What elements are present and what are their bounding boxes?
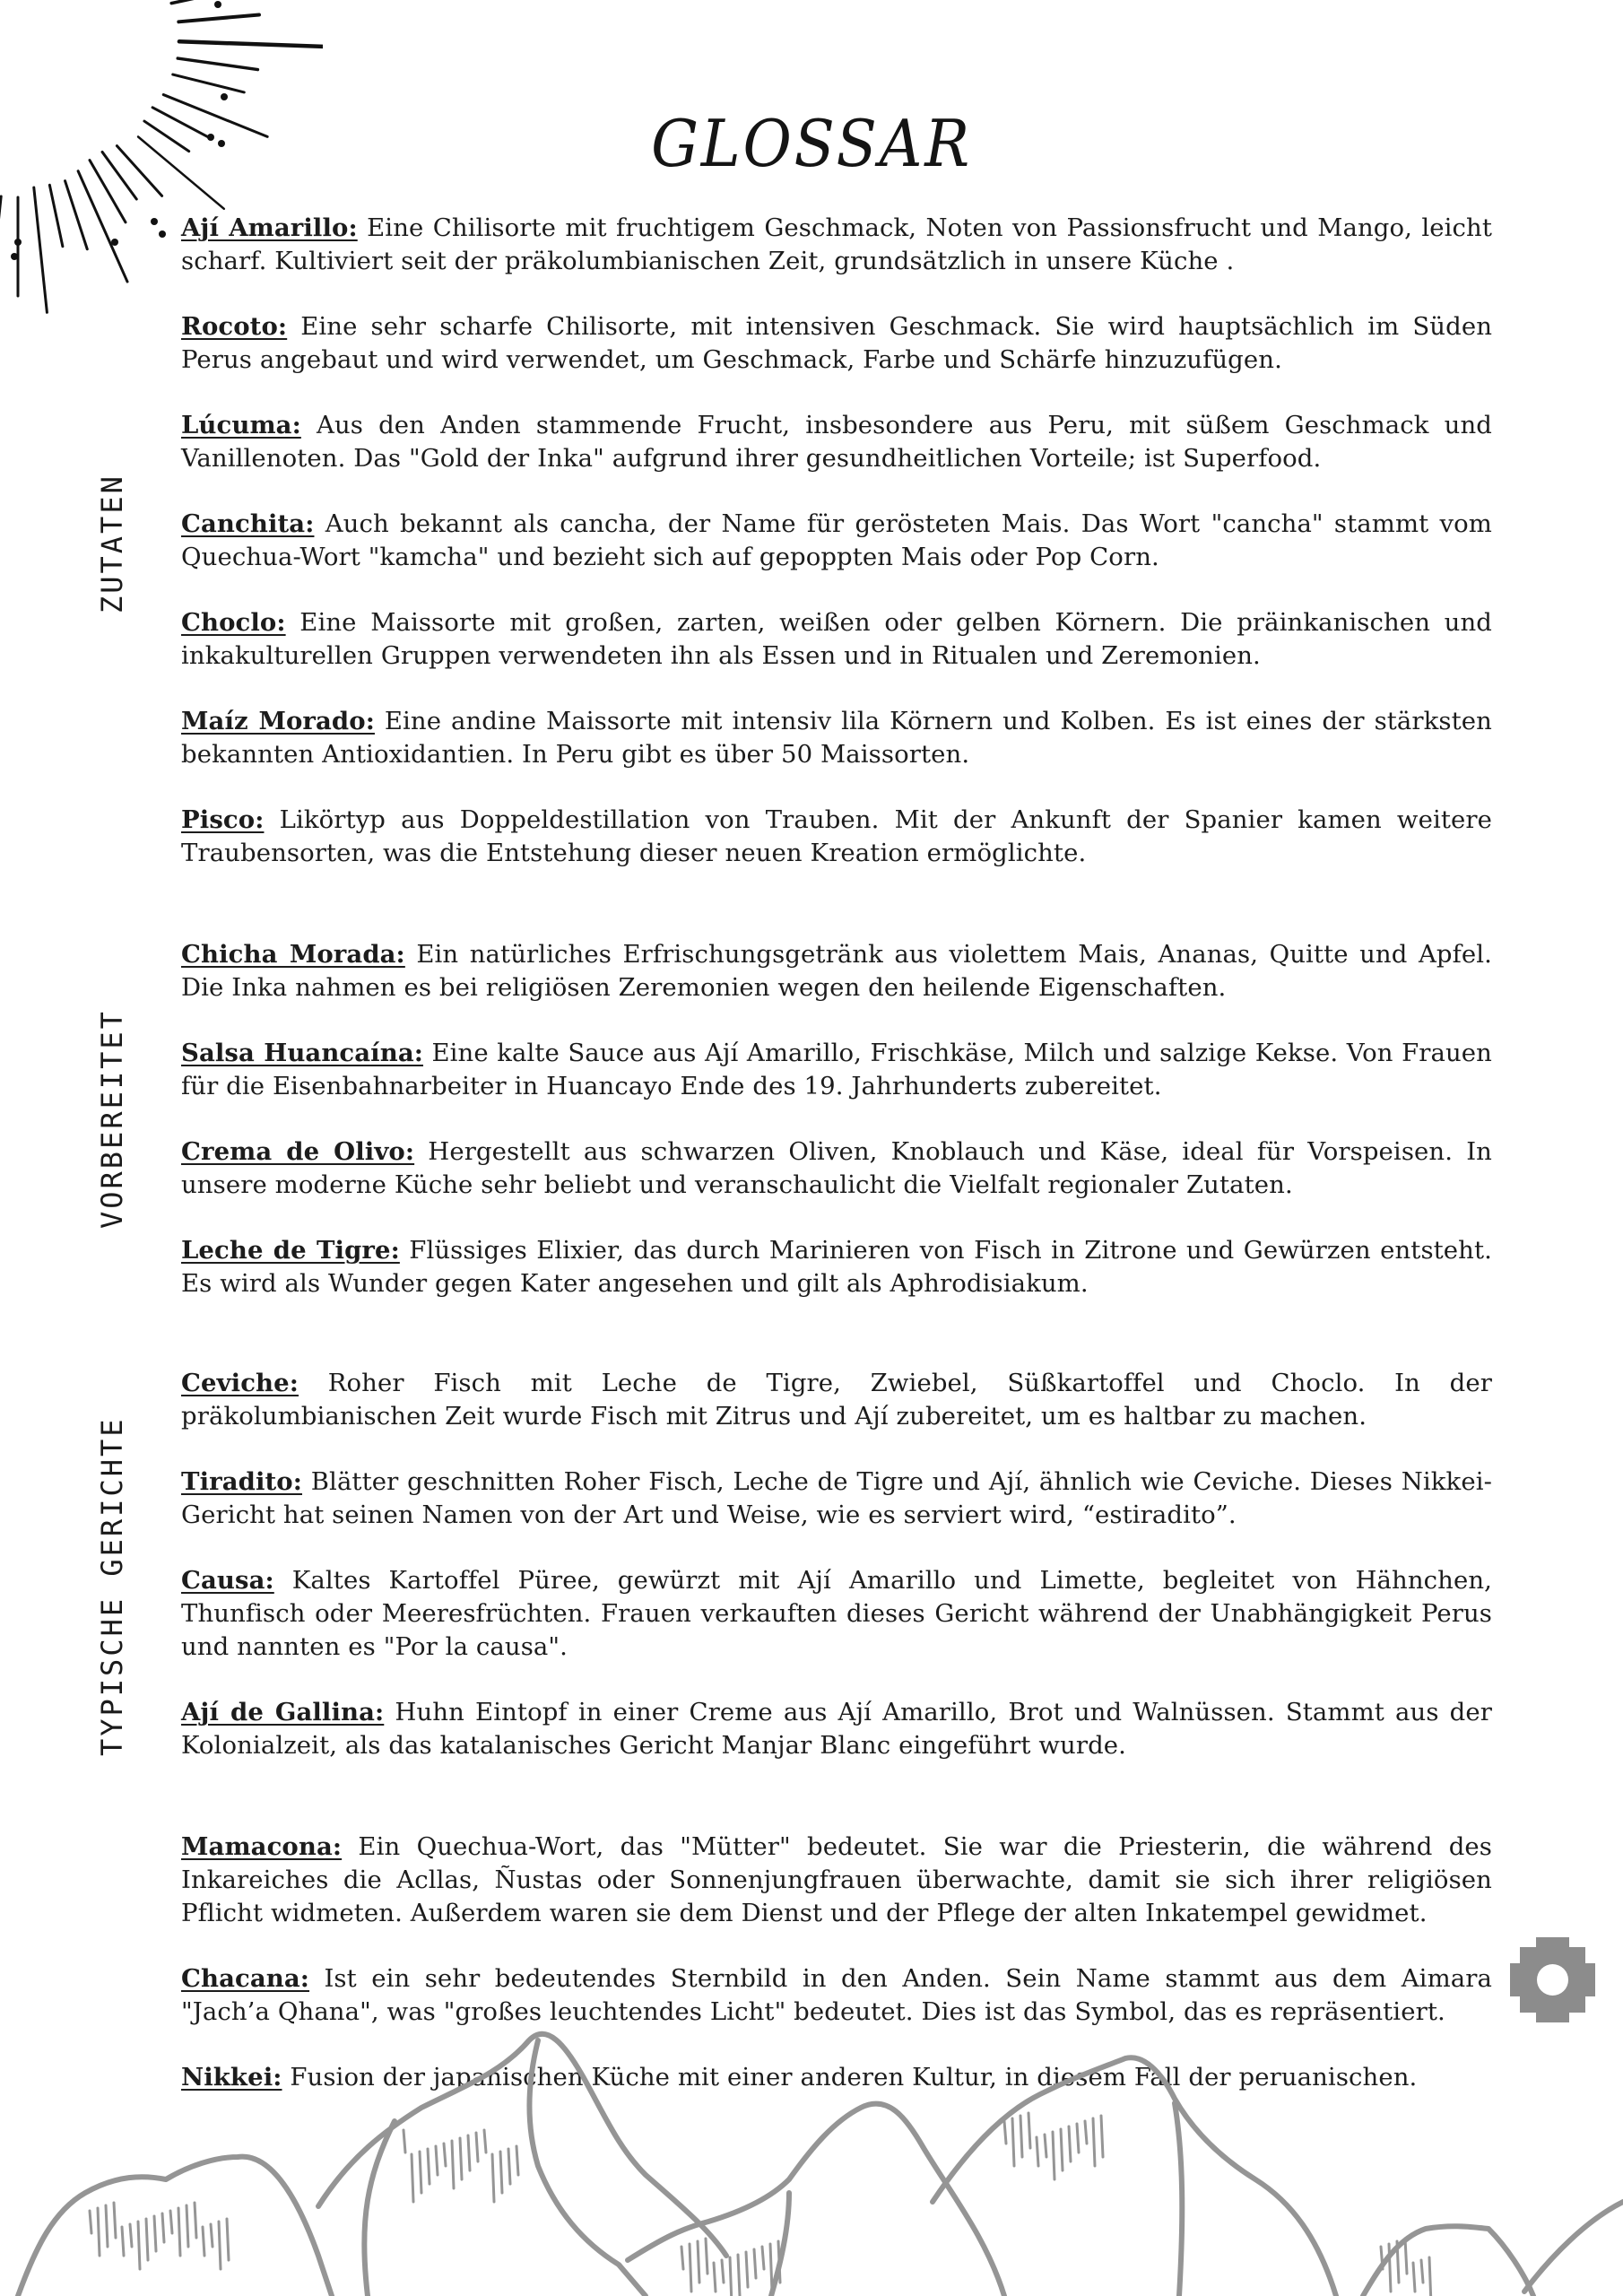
mountain-hatch-stroke bbox=[436, 2146, 438, 2175]
glossary-entry bbox=[181, 606, 1492, 673]
mountain-hatch-stroke bbox=[468, 2135, 470, 2170]
sun-ray bbox=[65, 181, 88, 249]
sun-ray bbox=[49, 185, 63, 246]
glossary-entry bbox=[181, 1465, 1492, 1532]
mountain-hatch-stroke bbox=[500, 2152, 502, 2193]
glossary-entry bbox=[181, 938, 1492, 1004]
glossary-entry bbox=[181, 1564, 1492, 1664]
section-spacer bbox=[181, 1795, 1492, 1831]
mountain-hatch-stroke bbox=[178, 2208, 180, 2256]
glossary-entry bbox=[181, 1135, 1492, 1202]
mountain-hatch-stroke bbox=[1069, 2126, 1071, 2161]
mountain-hatch-stroke bbox=[754, 2249, 756, 2278]
entry-definition: Aus den Anden stammende Frucht, insbesondere aus Peru, mit süßem Geschmack und Vanillenoten. Das "Gold der Inka" aufgrund ihrer gesundheitlichen Vorteile; ist Superfood. bbox=[181, 411, 1493, 473]
glossary-entry bbox=[181, 1037, 1492, 1103]
sun-dot bbox=[14, 239, 22, 246]
sun-ray bbox=[179, 41, 323, 47]
sun-ray bbox=[34, 187, 48, 312]
entry-definition: Ein natürliches Erfrischungsgetränk aus violettem Mais, Ananas, Quitte und Apfel. Die Inka nahmen es bei religiösen Zeremonien wegen den heilende Eigenschaften. bbox=[181, 940, 1493, 1002]
mountain-hatch-stroke bbox=[1413, 2263, 1415, 2292]
mountain-hatch-stroke bbox=[219, 2222, 221, 2269]
entry-term: Lúcuma: bbox=[181, 411, 301, 439]
mountain-hatch-stroke bbox=[138, 2222, 140, 2269]
entry-term: Pisco: bbox=[181, 805, 265, 834]
entry-definition: Auch bekannt als cancha, der Name für gerösteten Mais. Das Wort "cancha" stammt vom Quechua-Wort "kamcha" und bezieht sich auf gepoppten Mais oder Pop Corn. bbox=[181, 509, 1492, 571]
mountain-hatch-stroke bbox=[460, 2138, 462, 2179]
entry-definition: Ist ein sehr bedeutendes Sternbild in den Anden. Sein Name stammt aus dem Aimara "Jach’a Qhana", was "großes leuchtendes Licht" bedeutet. Dies ist das Symbol, das es repräsentiert. bbox=[181, 1964, 1492, 2026]
sun-ray bbox=[173, 74, 245, 92]
sun-ray bbox=[178, 14, 259, 22]
chakana-icon bbox=[1510, 1937, 1595, 2022]
section-culture bbox=[181, 1831, 1492, 2094]
mountain-hatch-stroke bbox=[1397, 2241, 1399, 2283]
mountain-hatch-stroke bbox=[1045, 2135, 1046, 2157]
mountain-hatch-stroke bbox=[722, 2260, 724, 2283]
entry-term: Mamacona: bbox=[181, 1832, 343, 1861]
mountain-hatch-stroke bbox=[698, 2241, 699, 2283]
entry-term: Canchita: bbox=[181, 509, 315, 538]
sun-ray bbox=[0, 196, 1, 268]
entry-definition: Ein Quechua-Wort, das "Mütter" bedeutet. Sie war die Priesterin, die während des Inkareiches die Acllas, Ñustas oder Sonnenjungfrauen überwachte, damit sie sich ihrer religiösen Pflicht widmeten. Außerdem waren sie dem Dienst und der Pflege der alten Inkatempel gewidmet. bbox=[181, 1832, 1493, 1927]
sun-dot bbox=[11, 253, 18, 260]
mountain-hatch-stroke bbox=[106, 2205, 108, 2247]
entry-term: Crema de Olivo: bbox=[181, 1137, 415, 1166]
mountain-hatch-stroke bbox=[170, 2211, 172, 2233]
section-typische-gerichte bbox=[181, 1367, 1492, 1762]
mountain-hatch-stroke bbox=[706, 2239, 707, 2274]
sun-dot bbox=[159, 230, 166, 238]
mountain-hatch-stroke bbox=[404, 2130, 405, 2152]
entry-definition: Eine Maissorte mit großen, zarten, weißen oder gelben Körnern. Die präinkanischen und inkakulturellen Gruppen verwendeten ihn als Essen und in Ritualen und Zeremonien. bbox=[181, 608, 1493, 670]
sun-ray bbox=[178, 58, 257, 70]
mountain-hatch-stroke bbox=[1381, 2247, 1383, 2269]
mountain-hatch-stroke bbox=[492, 2154, 494, 2202]
entry-term: Ceviche: bbox=[181, 1369, 299, 1397]
mountain-hatch-stroke bbox=[412, 2154, 413, 2202]
mountain-hatch-stroke bbox=[1405, 2239, 1407, 2274]
glossary-entry bbox=[181, 804, 1492, 870]
glossary-entry bbox=[181, 1234, 1492, 1300]
sun-dot bbox=[151, 218, 158, 225]
mountain-hatch-stroke bbox=[420, 2152, 421, 2193]
entry-term: Salsa Huancaína: bbox=[181, 1039, 423, 1067]
entry-definition: Flüssiges Elixier, das durch Marinieren von Fisch in Zitrone und Gewürzen entsteht. Es wird als Wunder gegen Kater angesehen und gilt als Aphrodisiakum. bbox=[181, 1236, 1492, 1298]
entry-term: Ají de Gallina: bbox=[181, 1698, 385, 1726]
entry-definition: Eine sehr scharfe Chilisorte, mit intensiven Geschmack. Sie wird hauptsächlich im Süden Perus angebaut und wird verwendet, um Geschmack, Farbe und Schärfe hinzuzufügen. bbox=[181, 312, 1493, 374]
sun-ray bbox=[171, 0, 211, 4]
glossary-entry bbox=[181, 1367, 1492, 1433]
section-zutaten bbox=[181, 212, 1492, 870]
mountain-hatch-stroke bbox=[90, 2211, 91, 2233]
mountain-hatch-stroke bbox=[187, 2205, 188, 2247]
side-label-typische-gerichte: TYPISCHE GERICHTE bbox=[95, 1416, 129, 1756]
mountain-hatch-stroke bbox=[1389, 2244, 1391, 2292]
mountain-hatch-stroke bbox=[146, 2219, 148, 2260]
mountain-hatch-stroke bbox=[508, 2149, 510, 2184]
side-label-vorbereitet: VORBEREITET bbox=[95, 1009, 129, 1229]
entry-term: Nikkei: bbox=[181, 2063, 282, 2092]
entry-definition: Huhn Eintopf in einer Creme aus Ají Amarillo, Brot und Walnüssen. Stammt aus der Kolonialzeit, als das katalanisches Gericht Manjar Blanc eingeführt wurde. bbox=[181, 1698, 1493, 1760]
entry-term: Leche de Tigre: bbox=[181, 1236, 400, 1265]
entry-definition: Eine kalte Sauce aus Ají Amarillo, Frischkäse, Milch und salzige Kekse. Von Frauen für die Eisenbahnarbeiter in Huancayo Ende des 19. Jahrhunderts zubereitet. bbox=[181, 1039, 1492, 1100]
mountain-hatch-stroke bbox=[162, 2213, 164, 2242]
sun-ray bbox=[78, 171, 127, 282]
mountain-hatch-stroke bbox=[195, 2203, 196, 2238]
mountain-hatch-stroke bbox=[770, 2244, 772, 2292]
glossary-entry bbox=[181, 212, 1492, 278]
mountain-hatch-stroke bbox=[1037, 2137, 1038, 2166]
section-spacer bbox=[181, 1333, 1492, 1367]
entry-definition: Likörtyp aus Doppeldestillation von Trauben. Mit der Ankunft der Spanier kamen weitere Traubensorten, was die Entstehung dieser neuen Kreation ermöglichte. bbox=[181, 805, 1492, 867]
section-vorbereitet bbox=[181, 938, 1492, 1300]
mountain-hatch-stroke bbox=[690, 2244, 691, 2292]
entry-term: Tiradito: bbox=[181, 1467, 302, 1496]
entry-definition: Kaltes Kartoffel Püree, gewürzt mit Ají Amarillo und Limette, begleitet von Hähnchen, Thunfisch oder Meeresfrüchten. Frauen verkauften dieses Gericht während der Unabhängigkeit Perus und nannten es "Por la causa". bbox=[181, 1566, 1493, 1661]
mountain-hatch-stroke bbox=[227, 2219, 229, 2260]
mountain-hatch-stroke bbox=[98, 2208, 100, 2256]
glossary-entry bbox=[181, 2061, 1492, 2094]
mountain-hatch-stroke bbox=[681, 2247, 683, 2269]
mountain-hatch-stroke bbox=[516, 2146, 518, 2175]
mountain-hatch-stroke bbox=[1421, 2260, 1423, 2283]
section-spacer bbox=[181, 902, 1492, 938]
page-title: GLOSSAR bbox=[651, 106, 972, 181]
mountain-hatch-stroke bbox=[452, 2141, 454, 2188]
mountain-hatch-stroke bbox=[154, 2216, 156, 2251]
mountain-hatch-stroke bbox=[203, 2227, 204, 2256]
mountain-hatch-stroke bbox=[1053, 2132, 1055, 2179]
mountain-hatch-stroke bbox=[762, 2247, 764, 2269]
mountain-hatch-stroke bbox=[428, 2149, 430, 2184]
mountain-hatch-stroke bbox=[714, 2263, 716, 2292]
entry-term: Ají Amarillo: bbox=[181, 213, 358, 242]
glossary-entry bbox=[181, 1696, 1492, 1762]
entry-definition: Eine andine Maissorte mit intensiv lila Körnern und Kolben. Es ist eines der stärksten bekannten Antioxidantien. In Peru gibt es über 50 Maissorten. bbox=[181, 707, 1492, 769]
glossary-entry bbox=[181, 409, 1492, 475]
sun-dot bbox=[221, 93, 228, 100]
mountain-hatch-stroke bbox=[476, 2133, 478, 2161]
mountain-hatch-stroke bbox=[444, 2144, 446, 2166]
entry-definition: Blätter geschnitten Roher Fisch, Leche de Tigre und Ají, ähnlich wie Ceviche. Dieses Nikkei-Gericht hat seinen Namen von der Art und Weise, wie es serviert wird, “estiradito”. bbox=[181, 1467, 1492, 1529]
mountain-hatch-stroke bbox=[730, 2257, 732, 2296]
mountain-hatch-stroke bbox=[484, 2130, 486, 2152]
mountain-hatch-stroke bbox=[738, 2255, 740, 2296]
entry-term: Rocoto: bbox=[181, 312, 288, 341]
mountain-hatch-stroke bbox=[1429, 2257, 1431, 2296]
mountain-hatch-stroke bbox=[1061, 2129, 1063, 2170]
glossary-entry bbox=[181, 508, 1492, 574]
glossary-content bbox=[181, 212, 1492, 2126]
mountain-hatch-stroke bbox=[778, 2241, 780, 2283]
glossary-entry bbox=[181, 705, 1492, 771]
mountain-hatch-stroke bbox=[1077, 2124, 1079, 2152]
mountain-hatch-stroke bbox=[746, 2252, 748, 2287]
entry-definition: Fusion der japanischen Küche mit einer anderen Kultur, in diesem Fall der peruanischen. bbox=[290, 2063, 1418, 2092]
side-label-zutaten: ZUTATEN bbox=[95, 474, 129, 613]
sun-dot bbox=[214, 1, 221, 8]
entry-term: Maíz Morado: bbox=[181, 707, 375, 735]
glossary-entry bbox=[181, 310, 1492, 377]
entry-definition: Eine Chilisorte mit fruchtigem Geschmack, Noten von Passionsfrucht und Mango, leicht scharf. Kultiviert seit der präkolumbianischen Zeit, grundsätzlich in unsere Küche . bbox=[181, 213, 1493, 275]
entry-term: Choclo: bbox=[181, 608, 286, 637]
sun-dot bbox=[111, 239, 118, 246]
mountain-hatch-stroke bbox=[122, 2227, 124, 2256]
glossary-entry bbox=[181, 1831, 1492, 1930]
entry-definition: Hergestellt aus schwarzen Oliven, Knoblauch und Käse, ideal für Vorspeisen. In unsere moderne Küche sehr beliebt und veranschaulicht die Vielfalt regionaler Zutaten. bbox=[181, 1137, 1492, 1199]
glossary-entry bbox=[181, 1962, 1492, 2029]
entry-term: Chicha Morada: bbox=[181, 940, 405, 969]
entry-term: Chacana: bbox=[181, 1964, 310, 1993]
mountain-hatch-stroke bbox=[114, 2203, 116, 2238]
entry-term: Causa: bbox=[181, 1566, 274, 1595]
mountain-hatch-stroke bbox=[130, 2224, 132, 2247]
entry-definition: Roher Fisch mit Leche de Tigre, Zwiebel, Süßkartoffel und Choclo. In der präkolumbianischen Zeit wurde Fisch mit Zitrus und Ají zubereitet, um es haltbar zu machen. bbox=[181, 1369, 1492, 1431]
mountain-hatch-stroke bbox=[211, 2224, 213, 2247]
